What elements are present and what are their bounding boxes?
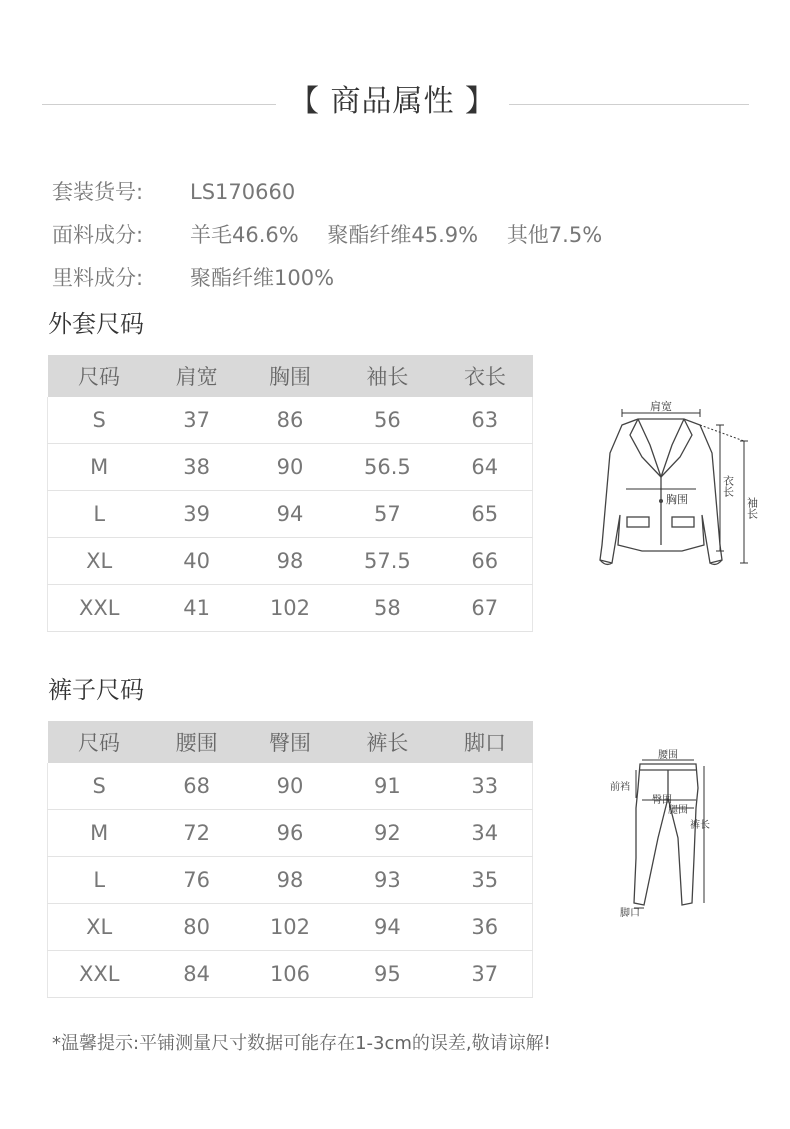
table-cell: 98 <box>243 538 337 585</box>
table-cell: XXL <box>48 951 151 998</box>
table-cell: 67 <box>438 585 533 632</box>
column-header: 腰围 <box>150 721 242 763</box>
table-row <box>48 397 533 444</box>
column-header: 尺码 <box>48 355 151 397</box>
table-cell: 94 <box>337 904 437 951</box>
table-cell: 35 <box>438 857 533 904</box>
diagram-label-front-rise: 前裆 <box>610 782 630 793</box>
fabric-wool: 羊毛46.6% <box>190 223 299 247</box>
jacket-section-title: 外套尺码 <box>48 310 144 338</box>
table-cell: 38 <box>150 444 242 491</box>
table-cell: XL <box>48 904 151 951</box>
diagram-label-chest: 胸围 <box>666 493 688 506</box>
table-cell: 76 <box>150 857 242 904</box>
table-cell: 92 <box>337 810 437 857</box>
diagram-label-length: 衣长 <box>721 475 735 497</box>
table-row <box>48 585 533 632</box>
table-cell: XXL <box>48 585 151 632</box>
table-row <box>48 763 533 810</box>
table-cell: 94 <box>243 491 337 538</box>
table-row <box>48 904 533 951</box>
column-header: 尺码 <box>48 721 151 763</box>
table-cell: 68 <box>150 763 242 810</box>
title-divider-right <box>509 104 749 105</box>
table-cell: 36 <box>438 904 533 951</box>
fabric-other: 其他7.5% <box>506 223 603 247</box>
table-cell: 34 <box>438 810 533 857</box>
diagram-label-shoulder: 肩宽 <box>650 400 672 413</box>
table-cell: 98 <box>243 857 337 904</box>
table-cell: 64 <box>438 444 533 491</box>
jacket-size-table <box>47 355 533 632</box>
table-cell: 84 <box>150 951 242 998</box>
pants-diagram <box>600 748 730 923</box>
attr-label: 套装货号: <box>52 180 144 204</box>
column-header: 脚口 <box>438 721 533 763</box>
diagram-label-thigh: 腿围 <box>668 805 688 816</box>
table-cell: 80 <box>150 904 242 951</box>
table-row <box>48 951 533 998</box>
table-header-row <box>48 355 533 397</box>
table-cell: 65 <box>438 491 533 538</box>
column-header: 裤长 <box>337 721 437 763</box>
attr-lining <box>52 263 335 293</box>
table-cell: 93 <box>337 857 437 904</box>
column-header: 胸围 <box>243 355 337 397</box>
page-title: 【 商品属性 】 <box>288 84 497 119</box>
attr-label: 面料成分: <box>52 223 144 247</box>
table-cell: XL <box>48 538 151 585</box>
attr-label: 里料成分: <box>52 266 144 290</box>
attr-suit-code <box>52 177 296 207</box>
table-cell: 41 <box>150 585 242 632</box>
attr-values <box>190 220 624 250</box>
pants-section-title: 裤子尺码 <box>48 676 144 704</box>
table-cell: 102 <box>243 585 337 632</box>
jacket-diagram <box>572 395 767 580</box>
attr-value: LS170660 <box>190 180 296 204</box>
table-cell: 39 <box>150 491 242 538</box>
column-header: 肩宽 <box>150 355 242 397</box>
table-cell: 57 <box>337 491 437 538</box>
diagram-label-hip: 臀围 <box>652 795 672 806</box>
table-cell: 57.5 <box>337 538 437 585</box>
table-cell: M <box>48 444 151 491</box>
table-cell: L <box>48 857 151 904</box>
fabric-polyester: 聚酯纤维45.9% <box>327 223 479 247</box>
table-cell: 56 <box>337 397 437 444</box>
table-cell: S <box>48 763 151 810</box>
table-row <box>48 538 533 585</box>
table-cell: 37 <box>438 951 533 998</box>
table-cell: 66 <box>438 538 533 585</box>
table-cell: 96 <box>243 810 337 857</box>
diagram-label-hem: 脚口 <box>620 908 640 919</box>
table-cell: 95 <box>337 951 437 998</box>
table-row <box>48 810 533 857</box>
table-cell: M <box>48 810 151 857</box>
table-cell: S <box>48 397 151 444</box>
table-cell: 37 <box>150 397 242 444</box>
table-cell: 90 <box>243 444 337 491</box>
table-header-row <box>48 721 533 763</box>
table-cell: 86 <box>243 397 337 444</box>
table-cell: 102 <box>243 904 337 951</box>
diagram-label-sleeve: 袖长 <box>745 497 759 519</box>
column-header: 袖长 <box>337 355 437 397</box>
attr-fabric <box>52 220 603 250</box>
table-cell: 63 <box>438 397 533 444</box>
table-cell: 40 <box>150 538 242 585</box>
table-cell: 33 <box>438 763 533 810</box>
table-row <box>48 491 533 538</box>
table-cell: 91 <box>337 763 437 810</box>
table-cell: 106 <box>243 951 337 998</box>
attr-value: 聚酯纤维100% <box>190 266 335 290</box>
table-cell: 72 <box>150 810 242 857</box>
title-divider-left <box>42 104 276 105</box>
pants-size-table <box>47 721 533 998</box>
table-cell: L <box>48 491 151 538</box>
table-cell: 58 <box>337 585 437 632</box>
column-header: 衣长 <box>438 355 533 397</box>
table-cell: 56.5 <box>337 444 437 491</box>
table-cell: 90 <box>243 763 337 810</box>
table-row <box>48 444 533 491</box>
measurement-note: *温馨提示:平铺测量尺寸数据可能存在1-3cm的误差,敬请谅解! <box>52 1033 551 1054</box>
column-header: 臀围 <box>243 721 337 763</box>
diagram-label-waist: 腰围 <box>658 750 678 761</box>
diagram-label-length: 裤长 <box>690 820 710 831</box>
table-row <box>48 857 533 904</box>
